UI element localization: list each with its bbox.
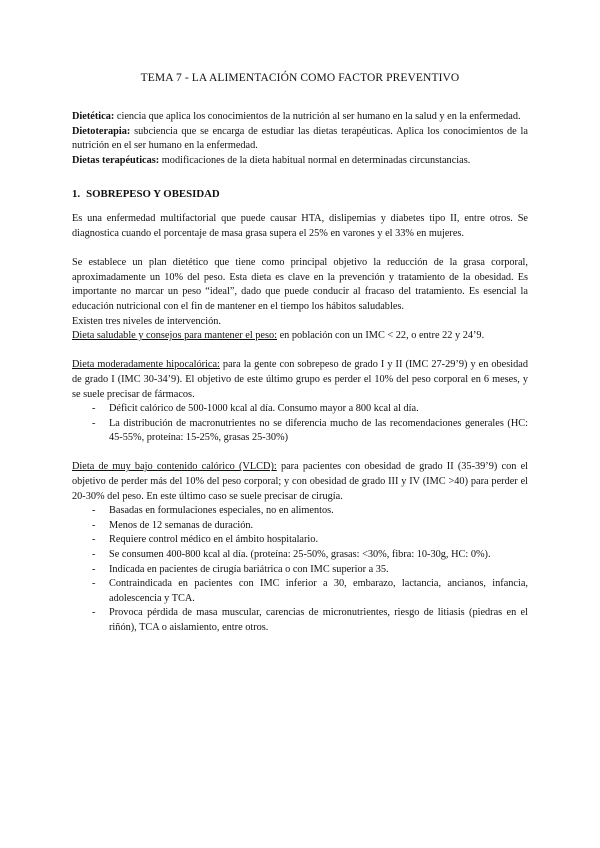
document-page — [72, 72, 528, 636]
definition-term: Dietética: — [72, 111, 115, 122]
list-item: - Provoca pérdida de masa muscular, carencias de micronutrientes, riesgo de litiasis (piedras en el riñón), TCA o aislamiento, entre otros. — [72, 606, 528, 635]
level3-paragraph — [72, 460, 528, 504]
level3-list — [72, 504, 528, 635]
list-item: - Requiere control médico en el ámbito hospitalario. — [72, 533, 528, 548]
list-item: - Indicada en pacientes de cirugía bariátrica o con IMC superior a 35. — [72, 563, 528, 578]
definition-term: Dietoterapia: — [72, 125, 131, 137]
level1-label: Dieta saludable y consejos para mantener el peso: — [72, 330, 278, 342]
definition-text: subciencia que se encarga de estudiar las dietas terapéuticas. Aplica los conocimientos de la nutrición en el ser humano en la enfermedad. — [72, 125, 528, 152]
definition-dietas-terapeuticas — [72, 154, 528, 169]
level2-label: Dieta moderadamente hipocalórica: — [72, 359, 220, 371]
level1-text: en población con un IMC < 22, o entre 22 y 24’9. — [277, 330, 485, 342]
list-item: - Menos de 12 semanas de duración. — [72, 519, 528, 534]
level1-paragraph — [72, 329, 528, 344]
list-item: - Déficit calórico de 500-1000 kcal al día. Consumo mayor a 800 kcal al día. — [72, 402, 528, 417]
list-item: - Basadas en formulaciones especiales, no en alimentos. — [72, 504, 528, 519]
list-item: - Se consumen 400-800 kcal al día. (proteína: 25-50%, grasas: <30%, fibra: 10-30g, HC: 0%). — [72, 548, 528, 563]
definition-dietetica — [72, 110, 528, 125]
levels-paragraph: Existen tres niveles de intervención. — [72, 315, 221, 327]
section-title: SOBREPESO Y OBESIDAD — [86, 188, 220, 201]
section-heading — [72, 188, 528, 200]
list-item: - La distribución de macronutrientes no se diferencia mucho de las recomendaciones generales (HC: 45-55%, proteína: 15-25%, grasas 25-30%) — [72, 417, 528, 446]
level2-list — [72, 402, 528, 446]
plan-paragraph: Se establece un plan dietético que tiene como principal objetivo la reducción de la grasa corporal, aproximadamente un 10% del peso. Esta dieta es clave en la prevención y tratamiento de la obesidad. Es importante no marcar un peso “ideal”, dado que puede conducir al fracaso del tratamiento. Es esencial la educación nutricional con el fin de mantener en el tiempo los hábitos saludables. — [72, 257, 528, 312]
definition-text: ciencia que aplica los conocimientos de la nutrición al ser humano en la salud y en la enfermedad. — [114, 111, 521, 122]
definition-dietoterapia — [72, 125, 528, 154]
level3-text: para pacientes con obesidad de grado II (35-39’9) con el objetivo de perder más del 10% del peso corporal; y con obesidad de grado III y IV (IMC >40) para perder el 20-30% del peso. En este último caso se suele precisar de cirugía. — [72, 461, 528, 502]
definition-text: modificaciones de la dieta habitual normal en determinadas circunstancias. — [159, 154, 471, 166]
section-number: 1. — [72, 188, 81, 201]
document-title: TEMA 7 - LA ALIMENTACIÓN COMO FACTOR PREVENTIVO — [140, 72, 460, 84]
section-intro-paragraph: Es una enfermedad multifactorial que puede causar HTA, dislipemias y diabetes tipo II, entre otros. Se diagnostica cuando el porcentaje de masa grasa supera el 25% en varones y el 33% en mujeres. — [72, 213, 528, 239]
definition-term: Dietas terapéuticas: — [72, 154, 160, 166]
list-item: - Contraindicada en pacientes con IMC inferior a 30, embarazo, lactancia, ancianos, infancia, adolescencia y TCA. — [72, 577, 528, 606]
level3-label: Dieta de muy bajo contenido calórico (VLCD): — [72, 461, 277, 473]
level2-text: para la gente con sobrepeso de grado I y II (IMC 27-29’9) y en obesidad de grado I (IMC 30-34’9). El objetivo de este último grupo es perder el 10% del peso corporal en 6 meses, y se suele precisar de fármacos. — [72, 359, 528, 400]
level2-paragraph — [72, 358, 528, 402]
